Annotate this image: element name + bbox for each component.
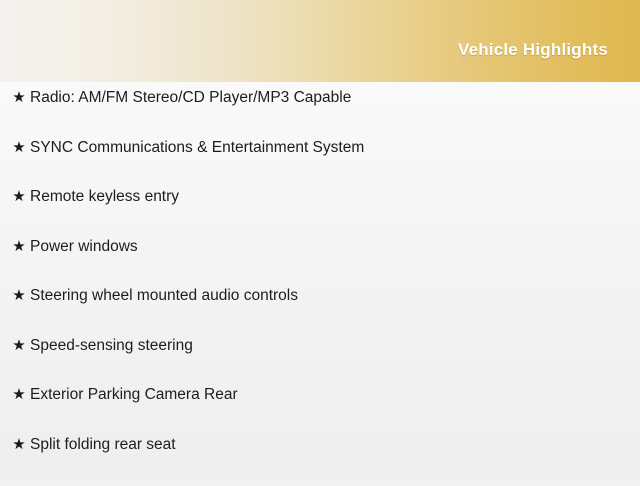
highlight-text: Exterior Parking Camera Rear: [30, 387, 238, 403]
star-icon: ★: [8, 387, 30, 402]
list-item: [0, 90, 640, 140]
highlight-text: Radio: AM/FM Stereo/CD Player/MP3 Capable: [30, 90, 351, 106]
star-icon: ★: [8, 437, 30, 452]
highlight-text: Speed-sensing steering: [30, 338, 193, 354]
highlight-text: Power windows: [30, 239, 138, 255]
star-icon: ★: [8, 239, 30, 254]
list-item: [0, 140, 640, 190]
highlight-text: SYNC Communications & Entertainment System: [30, 140, 364, 156]
list-item: [0, 437, 640, 486]
star-icon: ★: [8, 90, 30, 105]
list-item: [0, 338, 640, 388]
page-title: Vehicle Highlights: [458, 22, 608, 60]
highlight-text: Remote keyless entry: [30, 189, 179, 205]
list-item: [0, 189, 640, 239]
highlight-text: Split folding rear seat: [30, 437, 176, 453]
list-item: [0, 288, 640, 338]
highlights-list: [0, 82, 640, 486]
star-icon: ★: [8, 288, 30, 303]
list-item: [0, 239, 640, 289]
star-icon: ★: [8, 338, 30, 353]
page-header: [0, 0, 640, 82]
star-icon: ★: [8, 140, 30, 155]
highlight-text: Steering wheel mounted audio controls: [30, 288, 298, 304]
star-icon: ★: [8, 189, 30, 204]
list-item: [0, 387, 640, 437]
